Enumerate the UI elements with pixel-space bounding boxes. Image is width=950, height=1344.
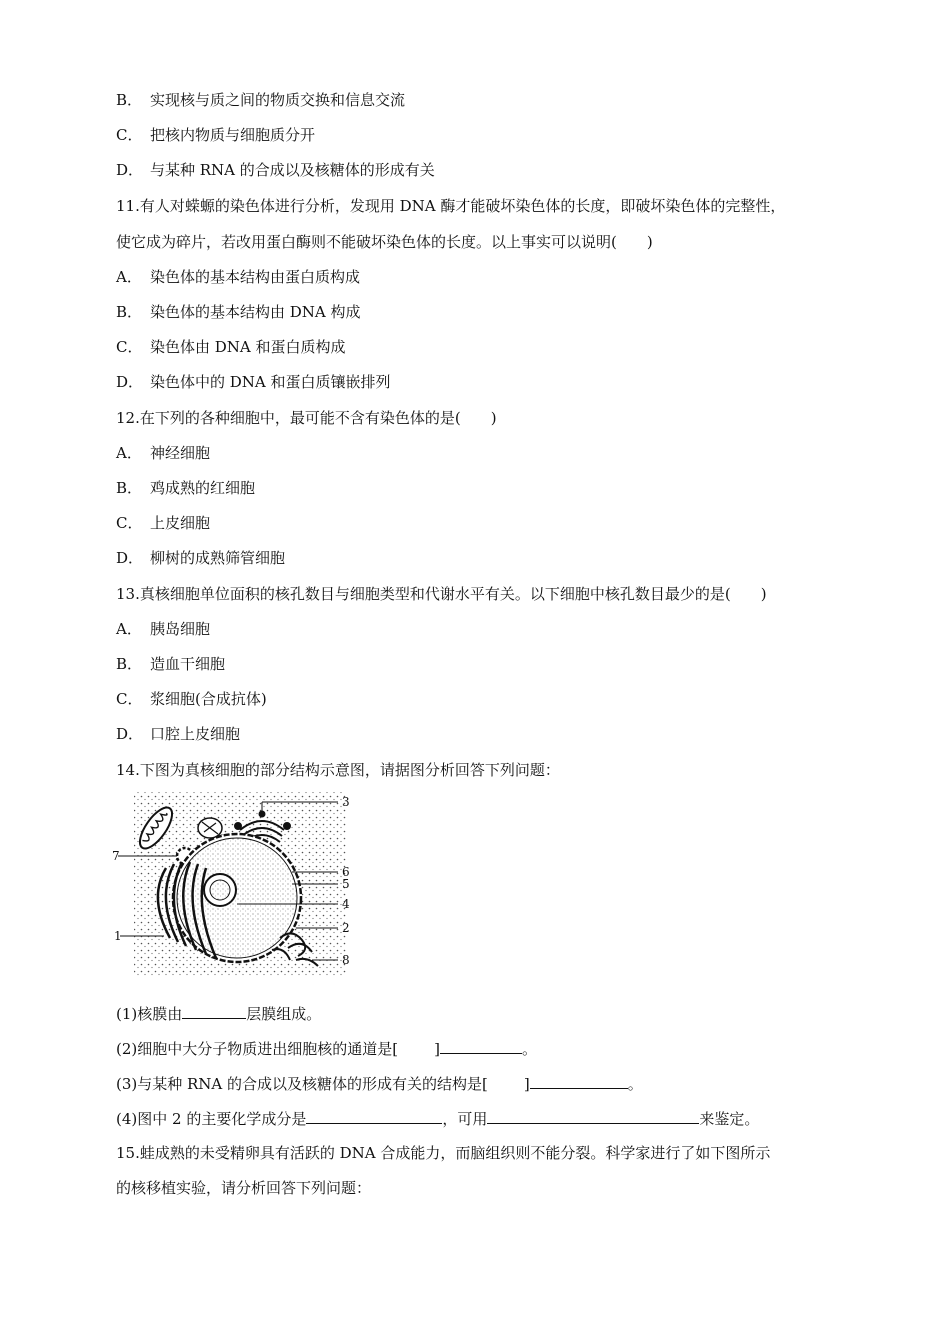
q10-option-d: [116, 160, 435, 180]
q14-stem: 14.下图为真核细胞的部分结构示意图，请据图分析回答下列问题：: [116, 761, 560, 779]
sub2-text-c: 。: [521, 1040, 537, 1058]
figure-label-1: 1: [114, 929, 122, 943]
answer-blank[interactable]: [530, 1073, 628, 1089]
option-letter: B．: [116, 303, 143, 321]
option-text: 口腔上皮细胞: [150, 725, 241, 743]
q13-option-c: [116, 689, 267, 709]
answer-blank[interactable]: [306, 1108, 442, 1124]
q13-option-a: [116, 619, 210, 639]
option-letter: C．: [116, 338, 143, 356]
q11-option-a: [116, 267, 360, 287]
option-letter: B．: [116, 91, 143, 109]
sub4-text-c: 来鉴定。: [699, 1110, 760, 1128]
q14-sub2: [116, 1038, 537, 1059]
option-letter: C．: [116, 126, 143, 144]
q15-stem-line2: 的核移植实验，请分析回答下列问题：: [116, 1179, 372, 1197]
q11-option-d: [116, 372, 391, 392]
answer-blank[interactable]: [487, 1108, 699, 1124]
sub2-text-b: ]: [434, 1040, 440, 1058]
cell-diagram: [112, 788, 360, 978]
figure-label-7: 7: [112, 849, 120, 863]
option-text: 染色体中的 DNA 和蛋白质镶嵌排列: [150, 373, 391, 391]
q11-stem-line1: 11.有人对蝾螈的染色体进行分析，发现用 DNA 酶才能破坏染色体的长度，即破坏染色体的完整性，: [116, 197, 786, 215]
option-letter: B．: [116, 655, 143, 673]
option-text: 柳树的成熟筛管细胞: [150, 549, 286, 567]
option-letter: A．: [116, 620, 142, 638]
option-text: 造血干细胞: [150, 655, 226, 673]
answer-blank[interactable]: [440, 1038, 522, 1054]
q14-sub4: [116, 1108, 759, 1129]
sub3-text-a: (3)与某种 RNA 的合成以及核糖体的形成有关的结构是[: [116, 1075, 488, 1093]
q12-option-b: [116, 478, 255, 498]
sub1-text-b: 层膜组成。: [246, 1005, 322, 1023]
figure-label-3: 3: [342, 795, 350, 809]
sub4-text-b: ，可用: [442, 1110, 488, 1128]
option-text: 染色体由 DNA 和蛋白质构成: [150, 338, 346, 356]
q11-stem-line2: 使它成为碎片，若改用蛋白酶则不能破坏染色体的长度。以上事实可以说明( ): [116, 233, 653, 251]
option-letter: C．: [116, 514, 143, 532]
option-text: 与某种 RNA 的合成以及核糖体的形成有关: [150, 161, 435, 179]
q13-option-b: [116, 654, 225, 674]
sub4-text-a: (4)图中 2 的主要化学成分是: [116, 1110, 307, 1128]
figure-label-5: 5: [342, 877, 350, 891]
answer-blank[interactable]: [182, 1003, 246, 1019]
option-text: 染色体的基本结构由 DNA 构成: [150, 303, 361, 321]
option-letter: A．: [116, 268, 142, 286]
q15-stem-line1: 15.蛙成熟的未受精卵具有活跃的 DNA 合成能力，而脑组织则不能分裂。科学家进行了如下图所示: [116, 1144, 771, 1162]
q12-option-a: [116, 443, 210, 463]
option-text: 浆细胞(合成抗体): [150, 690, 267, 708]
q13-stem: 13.真核细胞单位面积的核孔数目与细胞类型和代谢水平有关。以下细胞中核孔数目最少的是( ): [116, 585, 767, 603]
q12-option-d: [116, 548, 285, 568]
sub3-text-c: 。: [627, 1075, 643, 1093]
q11-option-b: [116, 302, 361, 322]
figure-label-8: 8: [342, 953, 350, 967]
option-letter: D．: [116, 161, 144, 179]
option-letter: B．: [116, 479, 143, 497]
figure-label-4: 4: [342, 897, 350, 911]
q11-option-c: [116, 337, 346, 357]
sub2-text-a: (2)细胞中大分子物质进出细胞核的通道是[: [116, 1040, 399, 1058]
option-letter: D．: [116, 373, 144, 391]
q14-sub3: [116, 1073, 643, 1094]
q13-option-d: [116, 724, 240, 744]
option-letter: D．: [116, 725, 144, 743]
option-text: 鸡成熟的红细胞: [150, 479, 256, 497]
figure-label-2: 2: [342, 921, 350, 935]
q10-option-c: [116, 125, 315, 145]
option-letter: C．: [116, 690, 143, 708]
sub1-text-a: (1)核膜由: [116, 1005, 183, 1023]
q12-option-c: [116, 513, 210, 533]
q12-stem: 12.在下列的各种细胞中，最可能不含有染色体的是( ): [116, 409, 497, 427]
sub3-text-b: ]: [523, 1075, 530, 1093]
q14-sub1: [116, 1003, 321, 1024]
q10-option-b: [116, 90, 405, 110]
cell-structure-figure: [112, 788, 360, 978]
option-text: 染色体的基本结构由蛋白质构成: [150, 268, 361, 286]
option-text: 实现核与质之间的物质交换和信息交流: [150, 91, 406, 109]
option-text: 上皮细胞: [150, 514, 211, 532]
option-text: 胰岛细胞: [150, 620, 211, 638]
figure-label-6: 6: [342, 865, 350, 879]
vesicle-cluster: [198, 818, 222, 838]
option-letter: D．: [116, 549, 144, 567]
option-text: 神经细胞: [150, 444, 211, 462]
option-letter: A．: [116, 444, 142, 462]
option-text: 把核内物质与细胞质分开: [150, 126, 316, 144]
